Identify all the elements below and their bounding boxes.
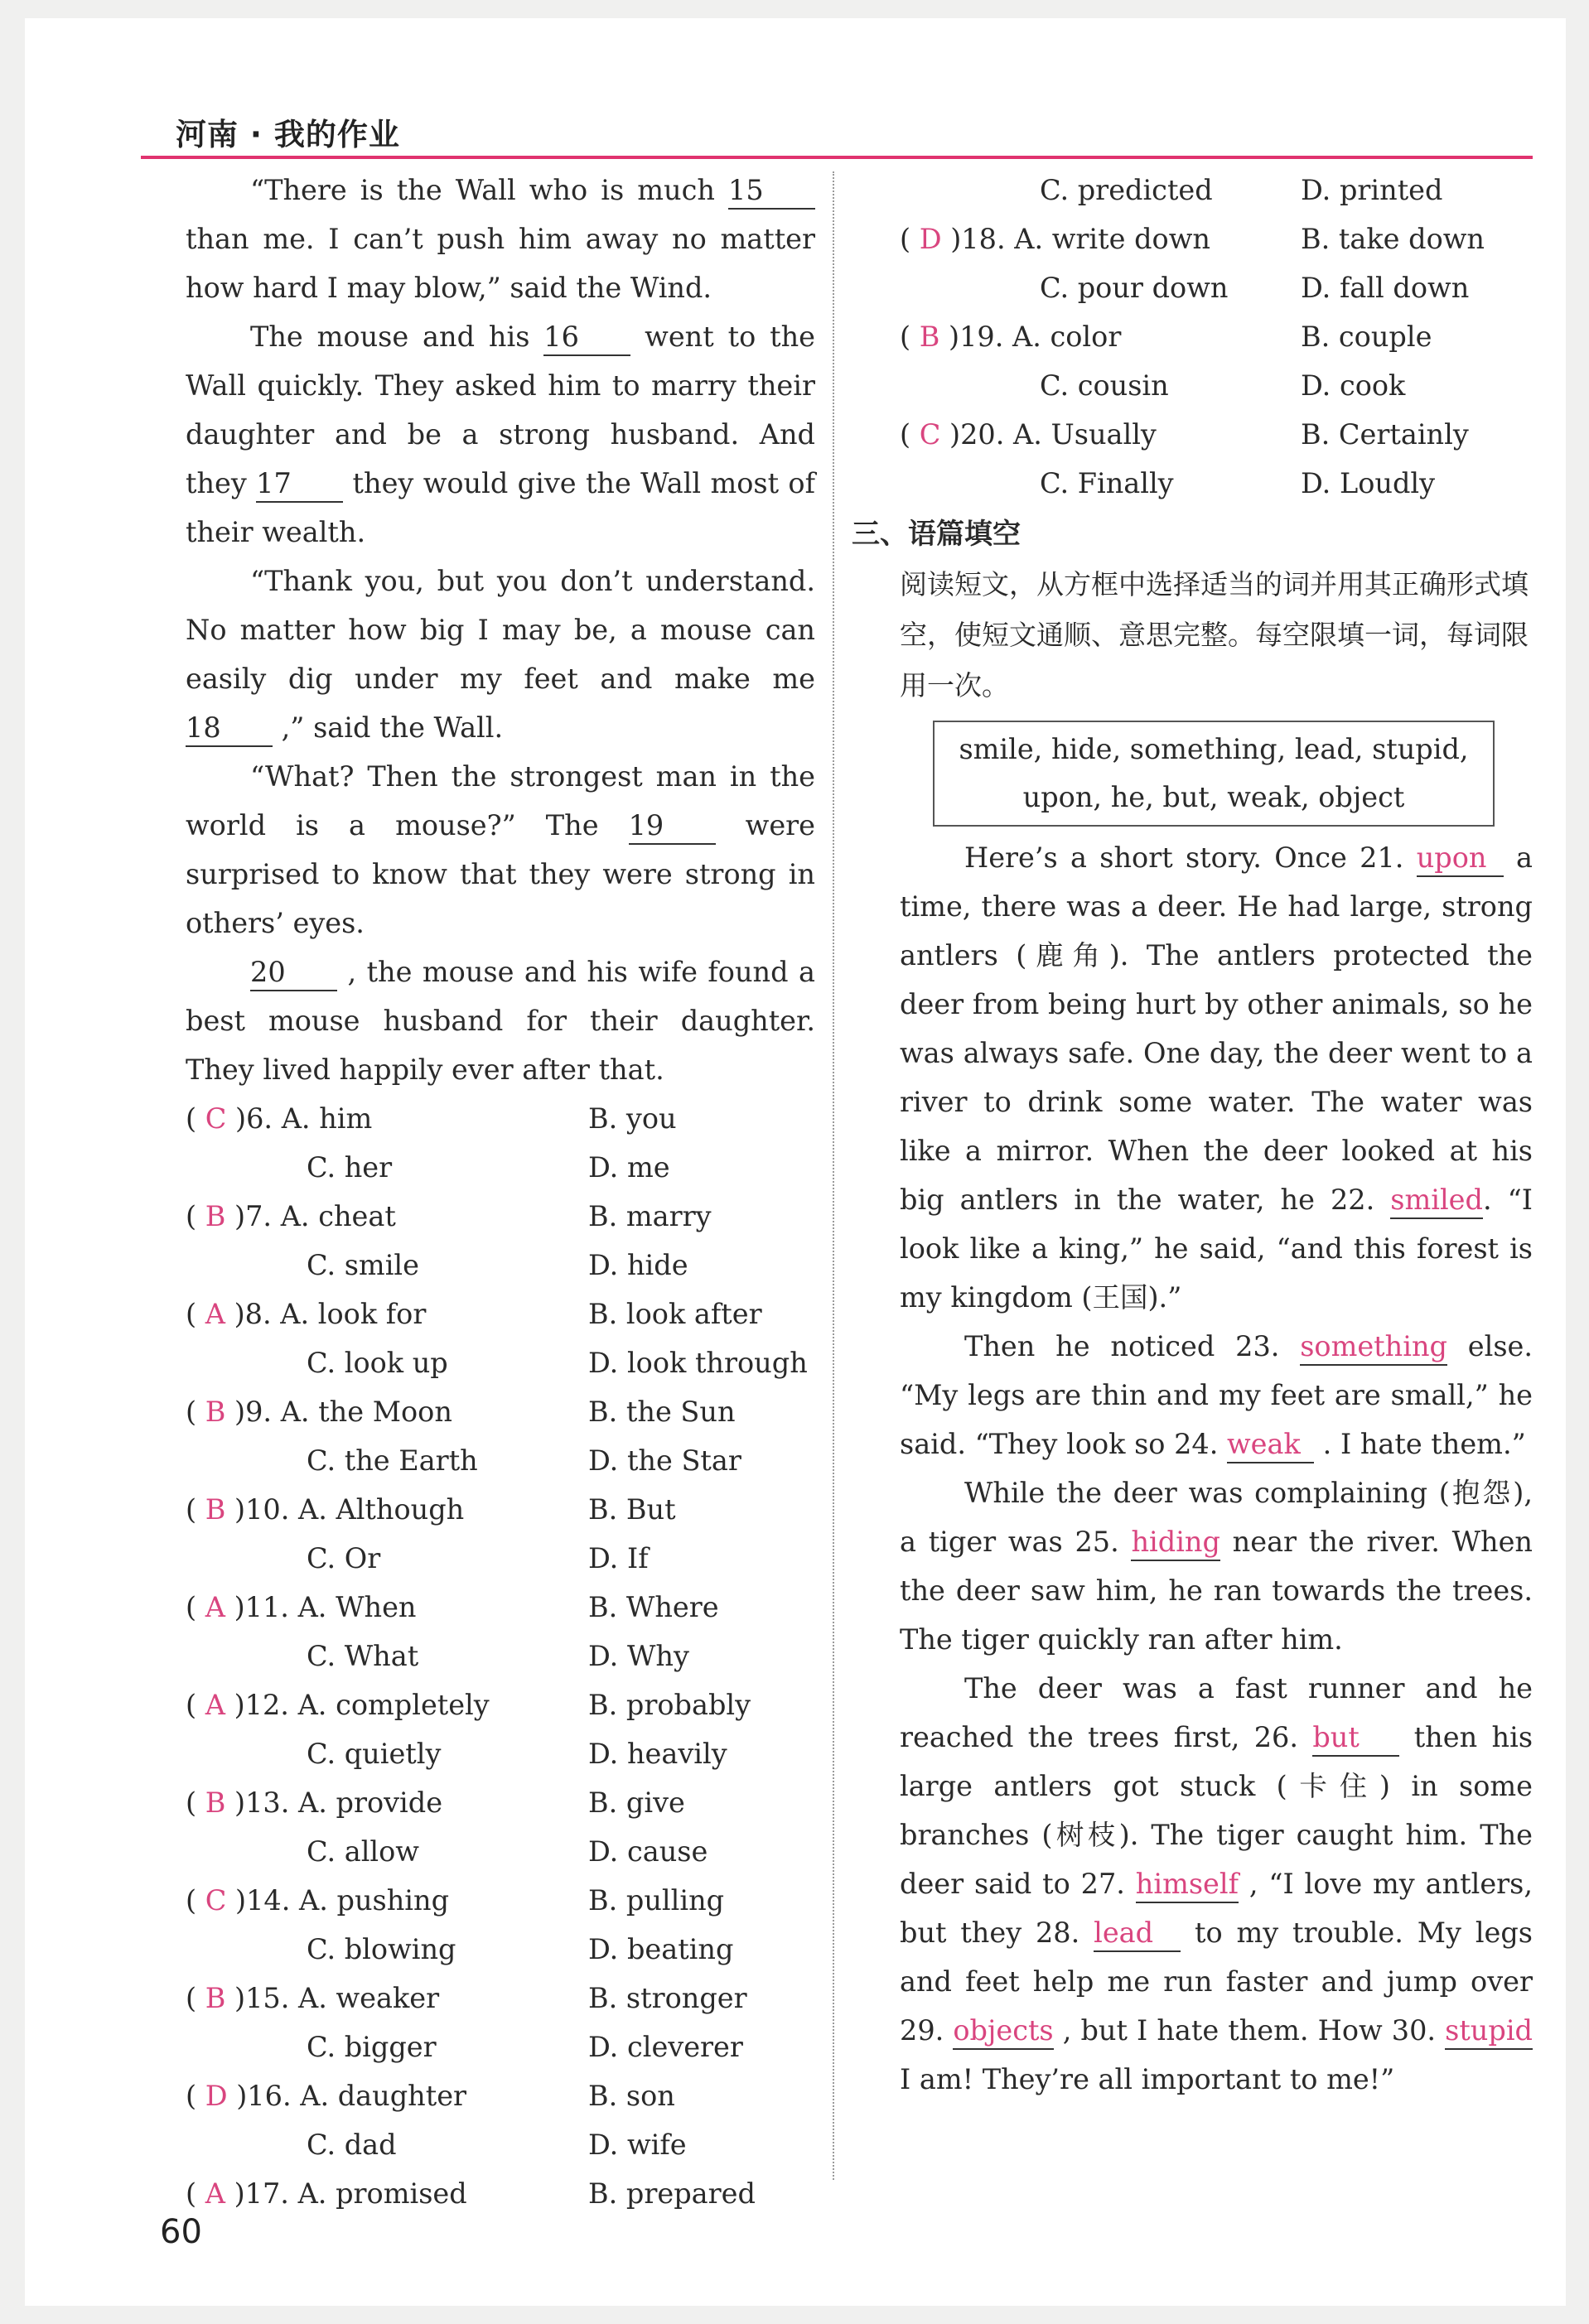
option-a: A. the Moon (280, 1396, 452, 1428)
story-paragraph: Then he noticed 23. something else. “My legs are thin and my feet are small,” he said. “They look so 24. weak . I hate them.” (900, 1322, 1533, 1468)
answer-mark: B (205, 1493, 226, 1526)
answer-21: upon (1417, 841, 1504, 877)
answer-22: smiled (1390, 1183, 1483, 1219)
option-c: C. smile (307, 1249, 419, 1281)
answer-mark: D (205, 2080, 228, 2112)
question-list (900, 215, 1533, 508)
option-d: D. cause (588, 1835, 708, 1868)
question-row: ( B )15. A. weaker B. stronger (186, 1974, 815, 2023)
option-d: D. look through (588, 1347, 808, 1379)
option-c: C. look up (307, 1347, 448, 1379)
story-paragraph: While the deer was complaining (抱怨), a tiger was 25. hiding near the river. When the deer saw him, he ran towards the trees. The tiger quickly ran after him. (900, 1477, 1533, 1656)
question-number: 12 (244, 1689, 281, 1721)
question-row: ( B )10. A. Although B. But (186, 1485, 815, 1534)
word-box (933, 721, 1495, 827)
question-row: ( A )11. A. When B. Where (186, 1583, 815, 1632)
answer-29: objects (953, 2013, 1053, 2050)
answer-24: weak (1227, 1427, 1314, 1463)
option-d: D. the Star (588, 1444, 741, 1477)
option-b: B. son (588, 2080, 675, 2112)
option-b: B. give (588, 1786, 685, 1819)
question-row: ( A )17. A. promised B. prepared (186, 2169, 815, 2218)
passage-paragraph: The mouse and his 16 went to the Wall quickly. They asked him to marry their daughter and be a strong husband. And they 17 they would give the Wall most of their wealth. (186, 321, 816, 548)
question-number: 13 (245, 1786, 281, 1819)
column-divider (833, 171, 834, 2180)
answer-23: something (1300, 1329, 1447, 1366)
option-a: A. look for (280, 1298, 427, 1330)
question-number: 16 (247, 2080, 283, 2112)
answer-mark: D (919, 223, 942, 255)
option-c: C. pour down (1040, 272, 1229, 304)
option-b: B. pulling (588, 1884, 725, 1917)
answer-mark: B (919, 321, 940, 353)
question-row: ( B )13. A. provide B. give (186, 1778, 815, 1827)
option-c: C. the Earth (307, 1444, 478, 1477)
answer-mark: C (919, 418, 941, 451)
option-d: D. hide (588, 1249, 688, 1281)
option-a: A. completely (297, 1689, 490, 1721)
question-row: ( A )8. A. look for B. look after (186, 1290, 815, 1338)
header-rule (141, 156, 1533, 159)
question-row (186, 2120, 815, 2169)
question-row: ( A )12. A. completely B. probably (186, 1680, 815, 1729)
option-d: D. fall down (1301, 272, 1470, 304)
question-row: ( B )19. A. color B. couple (900, 312, 1533, 361)
option-c: C. What (307, 1640, 419, 1672)
answer-25: hiding (1131, 1525, 1220, 1561)
option-a: A. daughter (300, 2080, 467, 2112)
option-d: D. me (588, 1151, 670, 1184)
right-column (852, 166, 1533, 2104)
answer-26: but (1312, 1720, 1399, 1757)
option-b: B. stronger (588, 1982, 747, 2014)
story-paragraph: The deer was a fast runner and he reached the trees first, 26. but then his large antlers got stuck (卡住) in some branches (树枝). The tiger caught him. The deer said to 27. himself , “I love my antlers, but they 28. lead to my trouble. My legs and feet help me run faster and jump over 29. objects , but I hate them. How 30. stupid I am! They’re all important to me!” (900, 1672, 1533, 2095)
answer-mark: A (205, 2177, 225, 2210)
question-row (186, 1632, 815, 1680)
option-c: C. Or (307, 1542, 381, 1574)
page-number: 60 (160, 2213, 202, 2251)
blank-19: 19 (629, 808, 716, 845)
option-c: C. predicted (1040, 174, 1213, 206)
question-list (186, 1094, 815, 2169)
question-row (186, 2023, 815, 2071)
question-number: 14 (246, 1884, 282, 1917)
word-box-line: smile, hide, something, lead, stupid, (959, 733, 1469, 765)
option-d: D. cleverer (588, 2031, 743, 2063)
option-b: B. the Sun (588, 1396, 736, 1428)
option-b: B. probably (588, 1689, 751, 1721)
answer-30: stupid (1445, 2013, 1533, 2050)
answer-mark: A (205, 1689, 225, 1721)
page-header: 河南 · 我的作业 (176, 117, 400, 152)
option-b: B. you (588, 1102, 677, 1135)
option-a: A. color (1012, 321, 1122, 353)
question-row: ( C )20. A. Usually B. Certainly (900, 410, 1533, 459)
answer-27: himself (1136, 1867, 1239, 1903)
answer-mark: C (205, 1102, 227, 1135)
option-d: D. wife (588, 2129, 687, 2161)
option-a: A. write down (1014, 223, 1210, 255)
option-a: A. pushing (299, 1884, 450, 1917)
option-c: C. bigger (307, 2031, 437, 2063)
option-a: A. provide (298, 1786, 443, 1819)
blank-20: 20 (250, 955, 337, 991)
option-b: B. take down (1301, 223, 1485, 255)
option-d: D. Loudly (1301, 467, 1436, 499)
question-number: 11 (244, 1591, 281, 1623)
story-paragraph: Here’s a short story. Once 21. upon a time, there was a deer. He had large, strong antlers (鹿角). The antlers protected the deer from being hurt by other animals, so he was always safe. One day, the deer went to a river to drink some water. The water was like a mirror. When the deer looked at his big antlers in the water, he 22. smiled. “I look like a king,” he said, “and this forest is my kingdom (王国).” (900, 841, 1533, 1314)
question-row (186, 1729, 815, 1778)
option-d: D. Why (588, 1640, 689, 1672)
option-c: C. cousin (1040, 369, 1169, 402)
option-b: B. couple (1301, 321, 1432, 353)
option-b: B. prepared (588, 2177, 756, 2210)
question-row: ( C )14. A. pushing B. pulling (186, 1876, 815, 1925)
option-a: A. When (297, 1591, 417, 1623)
question-number: 20 (960, 418, 996, 451)
passage-paragraph: “Thank you, but you don’t understand. No matter how big I may be, a mouse can easily dig under my feet and make me 18 ,” said the Wall. (186, 557, 815, 752)
question-number: 10 (245, 1493, 281, 1526)
worksheet-page (25, 18, 1566, 2306)
option-a: A. cheat (280, 1200, 396, 1232)
question-row (186, 1338, 815, 1387)
question-number: 15 (245, 1982, 281, 2014)
option-b: B. marry (588, 1200, 712, 1232)
option-b: B. look after (588, 1298, 762, 1330)
option-c: C. quietly (307, 1738, 442, 1770)
option-b: B. But (588, 1493, 676, 1526)
blank-15: 15 (728, 173, 815, 210)
option-a: A. Usually (1013, 418, 1157, 451)
answer-28: lead (1094, 1916, 1181, 1952)
question-number: 19 (959, 321, 995, 353)
section-instruction: 阅读短文，从方框中选择适当的词并用其正确形式填空，使短文通顺、意思完整。每空限填一词，每词限用一次。 (900, 568, 1529, 702)
option-c: C. her (307, 1151, 393, 1184)
question-row (186, 1436, 815, 1485)
option-c: C. Finally (1040, 467, 1174, 499)
question-row (900, 166, 1533, 215)
blank-16: 16 (543, 320, 630, 356)
option-b: B. Certainly (1301, 418, 1469, 451)
option-a: A. Although (298, 1493, 465, 1526)
option-c: C. blowing (307, 1933, 456, 1965)
question-row: ( B )7. A. cheat B. marry (186, 1192, 815, 1241)
question-row: ( D )16. A. daughter B. son (186, 2071, 815, 2120)
section-title: 三、语篇填空 (852, 518, 1021, 551)
answer-mark: B (205, 1786, 226, 1819)
option-a: A. weaker (298, 1982, 440, 2014)
question-row (186, 1534, 815, 1583)
blank-18: 18 (186, 711, 273, 747)
option-d: D. If (588, 1542, 649, 1574)
option-d: D. printed (1301, 174, 1443, 206)
answer-mark: B (205, 1200, 226, 1232)
option-a: A. him (281, 1102, 373, 1135)
question-row: ( D )18. A. write down B. take down (900, 215, 1533, 263)
question-number: 18 (961, 223, 997, 255)
question-row: ( B )9. A. the Moon B. the Sun (186, 1387, 815, 1436)
word-box-line: upon, he, but, weak, object (1022, 781, 1405, 813)
passage-paragraph: 20 , the mouse and his wife found a best mouse husband for their daughter. They lived happily ever after that. (186, 956, 815, 1086)
option-b: B. Where (588, 1591, 719, 1623)
blank-17: 17 (256, 466, 343, 503)
question-number: 8 (244, 1298, 263, 1330)
answer-mark: B (205, 1982, 226, 2014)
passage-paragraph: “What? Then the strongest man in the world is a mouse?” The 19 were surprised to know that they were strong in others’ eyes. (186, 760, 815, 939)
left-column (186, 166, 815, 2218)
answer-mark: B (205, 1396, 226, 1428)
question-row (900, 361, 1533, 410)
option-d: D. beating (588, 1933, 734, 1965)
question-row (186, 1241, 815, 1290)
option-d: D. heavily (588, 1738, 727, 1770)
answer-mark: A (205, 1591, 225, 1623)
question-row (186, 1925, 815, 1974)
question-number: 7 (245, 1200, 263, 1232)
option-c: C. allow (307, 1835, 419, 1868)
question-row (186, 1827, 815, 1876)
option-c: C. dad (307, 2129, 397, 2161)
answer-mark: A (205, 1298, 225, 1330)
passage-paragraph: “There is the Wall who is much 15 than me. I can’t push him away no matter how hard I may blow,” said the Wind. (186, 174, 815, 304)
question-row (900, 459, 1533, 508)
question-number: 9 (245, 1396, 263, 1428)
question-row: ( C )6. A. him B. you (186, 1094, 815, 1143)
option-d: D. cook (1301, 369, 1406, 402)
question-number: 6 (246, 1102, 264, 1135)
answer-mark: C (205, 1884, 227, 1917)
question-row (186, 1143, 815, 1192)
question-row (900, 263, 1533, 312)
